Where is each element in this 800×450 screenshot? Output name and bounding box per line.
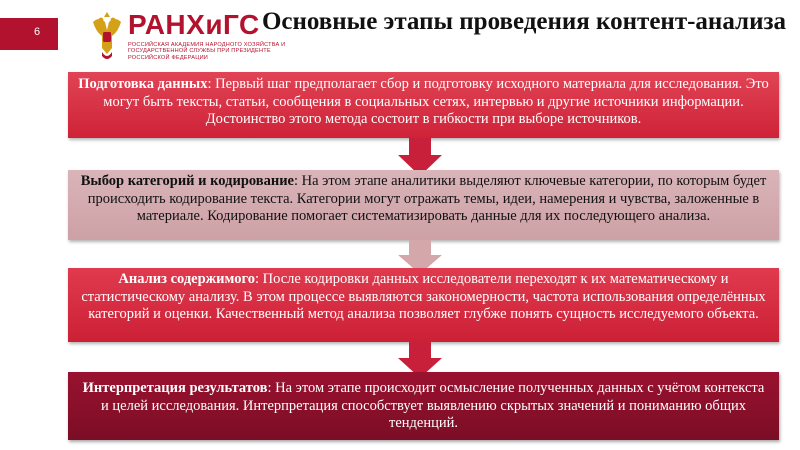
logo-name: РАНХиГС (128, 9, 260, 40)
stage-text: : На этом этапе аналитики выделяют ключевые категории, по которым будет происходить кодирование текста. Категории могут отражать темы, идеи, намерения и чувства, заложенные в материале. Кодирование помогает систематизировать данные для их последующего анализа. (87, 173, 767, 224)
stage-box-category-selection (68, 170, 779, 240)
stage-text: : После кодировки данных исследователи переходят к их математическому и статистическому анализу. В этом процессе выявляются закономерности, частота использования определённых категорий и оценки. Качественный метод анализа позволяет глубже понять сущность исследуемого объекта. (81, 271, 766, 322)
stage-text: : Первый шаг предполагает сбор и подготовку исходного материала для исследования. Это могут быть тексты, статьи, сообщения в социальных сетях, интервью и другие источники информации. Достоинство этого метода состоит в гибкости при выборе источников. (103, 76, 769, 127)
slide-title: Основные этапы проведения контент-анализа (261, 8, 787, 35)
stage-heading: Выбор категорий и кодирование (80, 173, 294, 189)
stage-box-data-preparation (68, 72, 779, 138)
stage-heading: Интерпретация результатов (82, 380, 268, 396)
stage-heading: Анализ содержимого (118, 271, 255, 287)
stage-text: : На этом этапе происходит осмысление полученных данных с учётом контекста и целей исследования. Интерпретация способствует выявлению скрытых значений и пониманию общих тенденций. (101, 380, 765, 431)
stage-box-interpretation (68, 372, 779, 440)
stage-box-content-analysis (68, 268, 779, 342)
page-number-tab (0, 18, 58, 50)
double-headed-eagle-emblem-icon (90, 8, 124, 62)
stage-heading: Подготовка данных (78, 76, 208, 92)
ranepa-logo (90, 8, 286, 68)
logo-subtitle: РОССИЙСКАЯ АКАДЕМИЯ НАРОДНОГО ХОЗЯЙСТВА И ГОСУДАРСТВЕННОЙ СЛУЖБЫ ПРИ ПРЕЗИДЕНТЕ РОССИЙСКОЙ ФЕДЕРАЦИИ (128, 42, 286, 61)
page-number: 6 (34, 26, 41, 38)
